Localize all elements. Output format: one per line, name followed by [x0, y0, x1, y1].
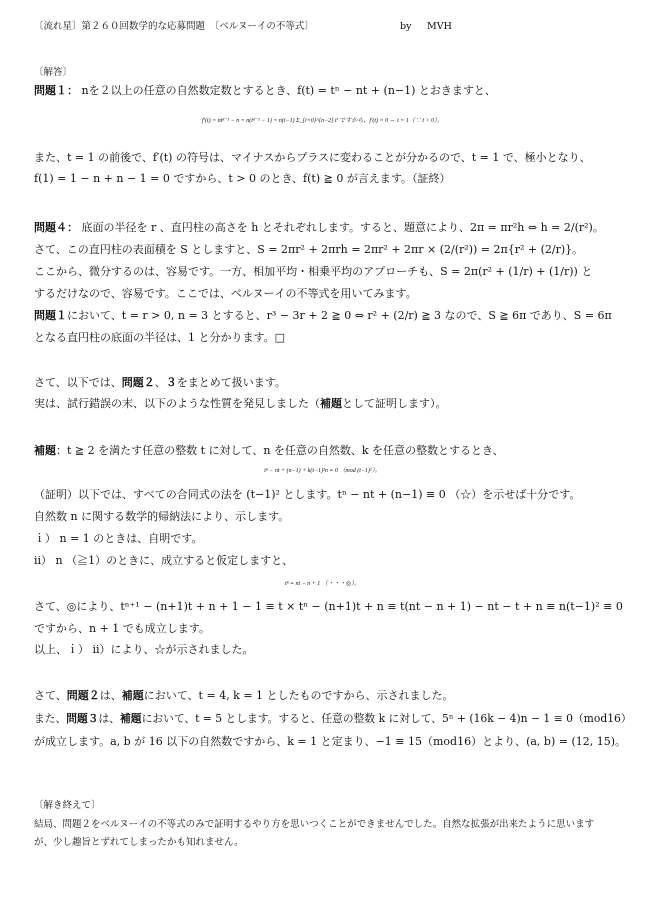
p2-text: さて、	[34, 689, 67, 702]
proof-case2: ⅱ） n （≧1）のときに、成立すると仮定しますと、	[34, 554, 294, 567]
p2-text: において、t = 4, k = 1 としたものですから、示されました。	[143, 689, 454, 702]
transition-text: をまとめて扱います。	[176, 376, 286, 389]
induction-step: さて、◎により、tⁿ⁺¹ − (n+1)t + n + 1 − 1 ≡ t × tⁿ − (n+1)t + n ≡ t(nt − n + 1) − nt − t + n ≡ n(t−1)² ≡ 0	[34, 600, 623, 613]
p3-text: また、	[34, 712, 67, 725]
p2-text: は、	[99, 689, 122, 702]
p3-text: において、t = 5 とします。すると、任意の整数 k に対して、5ⁿ + (16k − 4)n − 1 ≡ 0（mod16）	[141, 712, 632, 725]
problem4-line2: さて、この直円柱の表面積を S としますと、S = 2πr² + 2πrh = 2πr² + 2πr × (2/(r²)) = 2π{r² + (2/r)}。	[34, 243, 584, 256]
proof-line2: 自然数 n に関する数学的帰納法により、示します。	[34, 510, 290, 523]
problem3-ref: 問題３	[66, 712, 99, 725]
byline-label: by	[400, 21, 412, 32]
p3-text: は、	[98, 712, 121, 725]
problem1-intro-text: nを２以上の任意の自然数定数とするとき、f(t) = tⁿ − nt + (n−1) とおきますと、	[81, 84, 496, 97]
induction-hypothesis: tⁿ ≡ nt − n + 1 （・・・◎）。	[284, 581, 361, 587]
author-name: MVH	[427, 21, 452, 32]
transition-text: として証明します）。	[342, 397, 447, 410]
closing-line2: が、少し趣旨とずれてしまったかも知れません。	[34, 837, 244, 848]
lemma-label: 補題	[34, 444, 56, 457]
problem2-ref: 問題２	[66, 689, 100, 702]
problem3-ref: ３	[165, 376, 177, 389]
problem2-conclusion	[34, 689, 454, 703]
lemma-statement	[34, 444, 504, 458]
proof-case1: ｉ） n = 1 のときは、自明です。	[34, 532, 203, 545]
problem4-line6: となる直円柱の底面の半径は、1 と分かります。□	[34, 331, 286, 344]
problem4-line5-text: において、t = r > 0, n = 3 とすると、r³ − 3r + 2 ≧ 0 ⇔ r² + (2/r) ≧ 3 なので、S ≧ 6π であり、S = 6π	[67, 309, 612, 322]
problem4-label: 問題４：	[34, 221, 78, 234]
problem1-sign: また、t = 1 の前後で、f′(t) の符号は、マイナスからプラスに変わることが分かるので、t = 1 で、極小となり、	[34, 151, 591, 164]
transition-text: さて、以下では、	[34, 376, 122, 389]
problem4-line1	[34, 221, 604, 235]
closing-line1: 結局、問題２をベルヌーイの不等式のみで証明するやり方を思いつくことができませんでした。自然な拡張が出来たように思います	[34, 819, 595, 830]
document-title: 〔流れ星〕第２６０回数学的な応募問題 〔ベルヌーイの不等式〕	[34, 21, 314, 32]
induction-holds: ですから、n + 1 でも成立します。	[34, 622, 210, 635]
problem3-line1	[34, 712, 632, 726]
lemma-ref: 補題	[320, 397, 342, 410]
problem1-conclusion: f(1) = 1 − n + n − 1 = 0 ですから、t > 0 のとき、f(t) ≧ 0 が言えます。（証終）	[34, 172, 451, 185]
problem2-ref: 問題２	[121, 376, 155, 389]
problem1-reference: 問題１	[34, 309, 67, 322]
problem4-line3: ここから、微分するのは、容易です。一方、相加平均・相乗平均のアプローチも、S = 2π(r² + (1/r) + (1/r)) と	[34, 265, 593, 278]
proof-line1: （証明）以下では、すべての合同式の法を (t−1)² とします。tⁿ − nt + (n−1) ≡ 0 （☆）を示せば十分です。	[34, 488, 581, 501]
problem4-line4: するだけなので、容易です。ここでは、ベルヌーイの不等式を用いてみます。	[34, 287, 417, 300]
problem4-line5	[34, 309, 612, 323]
answer-heading: 〔解答〕	[34, 67, 73, 78]
closing-heading: 〔解き終えて〕	[34, 800, 101, 811]
lemma-formula: tⁿ − nt + (n−1) + k(t−1)²n ≡ 0 （mod (t−1)²）。	[264, 468, 381, 474]
problem1-intro	[34, 84, 496, 98]
problem3-line2: が成立します。a, b が 16 以下の自然数ですから、k = 1 と定まり、−1 ≡ 15（mod16）とより、(a, b) = (12, 15)。	[34, 735, 627, 748]
lemma-statement-text: ：t ≧ 2 を満たす任意の整数 t に対して、n を任意の自然数、k を任意の整数とするとき、	[56, 444, 504, 457]
transition-line1	[34, 376, 286, 390]
transition-line2	[34, 397, 447, 411]
problem4-line1-text: 底面の半径を r 、直円柱の高さを h とそれぞれします。すると、題意により、2π = πr²h ⇔ h = 2/(r²)。	[81, 221, 604, 234]
lemma-ref: 補題	[121, 689, 144, 702]
problem1-derivative: f′(t) = ntⁿ⁻¹ − n = n(tⁿ⁻¹ − 1) = n(t−1) Σ_{i=0}^{n−2} tⁱ ですから、f′(t) = 0 ⇔ t = 1（∵ t > 0）。	[201, 118, 444, 124]
proof-qed: 以上、ｉ） ⅱ）により、☆が示されました。	[34, 643, 254, 656]
transition-text: 、	[154, 376, 166, 389]
transition-text: 実は、試行錯誤の末、以下のような性質を発見しました（	[34, 397, 320, 410]
problem1-label: 問題１：	[34, 84, 78, 97]
lemma-ref: 補題	[120, 712, 142, 725]
